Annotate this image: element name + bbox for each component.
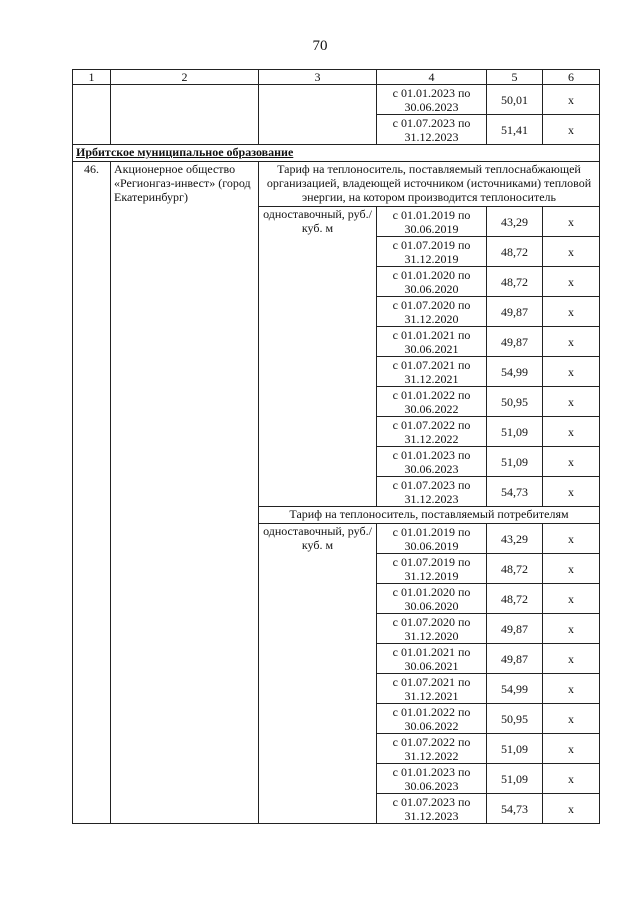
mark-cell: x (543, 417, 600, 447)
empty-cell (259, 85, 377, 145)
tariff-value: 54,73 (487, 794, 543, 824)
region-heading: Ирбитское муниципальное образование (73, 145, 600, 162)
tariff-value: 51,09 (487, 764, 543, 794)
section-title-row (73, 162, 600, 207)
tariff-type: одноставочный, руб./куб. м (259, 524, 377, 824)
tariff-value: 50,01 (487, 85, 543, 115)
period-cell: с 01.07.2020 по 31.12.2020 (377, 614, 487, 644)
organization-name: Акционерное общество «Регионгаз-инвест» (город Екатеринбург) (111, 162, 259, 824)
region-row (73, 145, 600, 162)
tariff-section-title: Тариф на теплоноситель, поставляемый теплоснабжающей организацией, владеющей источником (источниками) тепловой энергии, на котором производится теплоноситель (259, 162, 600, 207)
period-cell: с 01.01.2020 по 30.06.2020 (377, 267, 487, 297)
period-cell: с 01.07.2022 по 31.12.2022 (377, 734, 487, 764)
mark-cell: x (543, 554, 600, 584)
mark-cell: x (543, 357, 600, 387)
period-cell: с 01.07.2020 по 31.12.2020 (377, 297, 487, 327)
period-cell: с 01.07.2023 по 31.12.2023 (377, 115, 487, 145)
column-number-row (73, 70, 600, 85)
mark-cell: x (543, 644, 600, 674)
period-cell: с 01.07.2021 по 31.12.2021 (377, 674, 487, 704)
mark-cell: x (543, 85, 600, 115)
tariff-value: 51,41 (487, 115, 543, 145)
tariff-value: 54,99 (487, 674, 543, 704)
period-cell: с 01.01.2019 по 30.06.2019 (377, 207, 487, 237)
tariff-value: 50,95 (487, 704, 543, 734)
column-number: 1 (73, 70, 111, 85)
mark-cell: x (543, 297, 600, 327)
column-number: 4 (377, 70, 487, 85)
mark-cell: x (543, 237, 600, 267)
column-number: 6 (543, 70, 600, 85)
mark-cell: x (543, 794, 600, 824)
mark-cell: x (543, 614, 600, 644)
period-cell: с 01.01.2020 по 30.06.2020 (377, 584, 487, 614)
mark-cell: x (543, 524, 600, 554)
mark-cell: x (543, 674, 600, 704)
period-cell: с 01.07.2019 по 31.12.2019 (377, 554, 487, 584)
mark-cell: x (543, 327, 600, 357)
mark-cell: x (543, 387, 600, 417)
mark-cell: x (543, 267, 600, 297)
mark-cell: x (543, 764, 600, 794)
tariff-value: 54,73 (487, 477, 543, 507)
tariff-value: 48,72 (487, 554, 543, 584)
column-number: 2 (111, 70, 259, 85)
tariff-value: 48,72 (487, 267, 543, 297)
mark-cell: x (543, 584, 600, 614)
period-cell: с 01.07.2023 по 31.12.2023 (377, 794, 487, 824)
table-row (73, 85, 600, 115)
page-number: 70 (312, 38, 328, 54)
mark-cell: x (543, 704, 600, 734)
column-number: 3 (259, 70, 377, 85)
empty-cell (73, 85, 111, 145)
tariff-value: 43,29 (487, 524, 543, 554)
mark-cell: x (543, 477, 600, 507)
tariff-value: 48,72 (487, 237, 543, 267)
period-cell: с 01.01.2023 по 30.06.2023 (377, 85, 487, 115)
period-cell: с 01.01.2023 по 30.06.2023 (377, 764, 487, 794)
column-number: 5 (487, 70, 543, 85)
tariff-type: одноставочный, руб./куб. м (259, 207, 377, 507)
mark-cell: x (543, 207, 600, 237)
mark-cell: x (543, 115, 600, 145)
tariff-value: 48,72 (487, 584, 543, 614)
period-cell: с 01.07.2019 по 31.12.2019 (377, 237, 487, 267)
period-cell: с 01.01.2021 по 30.06.2021 (377, 644, 487, 674)
entry-number: 46. (73, 162, 111, 824)
tariff-value: 43,29 (487, 207, 543, 237)
tariff-value: 51,09 (487, 734, 543, 764)
tariff-table (72, 69, 600, 824)
tariff-value: 49,87 (487, 644, 543, 674)
tariff-value: 50,95 (487, 387, 543, 417)
tariff-value: 54,99 (487, 357, 543, 387)
tariff-value: 51,09 (487, 447, 543, 477)
period-cell: с 01.01.2023 по 30.06.2023 (377, 447, 487, 477)
tariff-section-title: Тариф на теплоноситель, поставляемый потребителям (259, 507, 600, 524)
period-cell: с 01.01.2021 по 30.06.2021 (377, 327, 487, 357)
tariff-value: 51,09 (487, 417, 543, 447)
period-cell: с 01.07.2022 по 31.12.2022 (377, 417, 487, 447)
mark-cell: x (543, 734, 600, 764)
period-cell: с 01.01.2019 по 30.06.2019 (377, 524, 487, 554)
mark-cell: x (543, 447, 600, 477)
period-cell: с 01.07.2021 по 31.12.2021 (377, 357, 487, 387)
tariff-value: 49,87 (487, 297, 543, 327)
empty-cell (111, 85, 259, 145)
period-cell: с 01.07.2023 по 31.12.2023 (377, 477, 487, 507)
tariff-value: 49,87 (487, 327, 543, 357)
tariff-table-body (73, 70, 600, 824)
period-cell: с 01.01.2022 по 30.06.2022 (377, 387, 487, 417)
period-cell: с 01.01.2022 по 30.06.2022 (377, 704, 487, 734)
tariff-value: 49,87 (487, 614, 543, 644)
